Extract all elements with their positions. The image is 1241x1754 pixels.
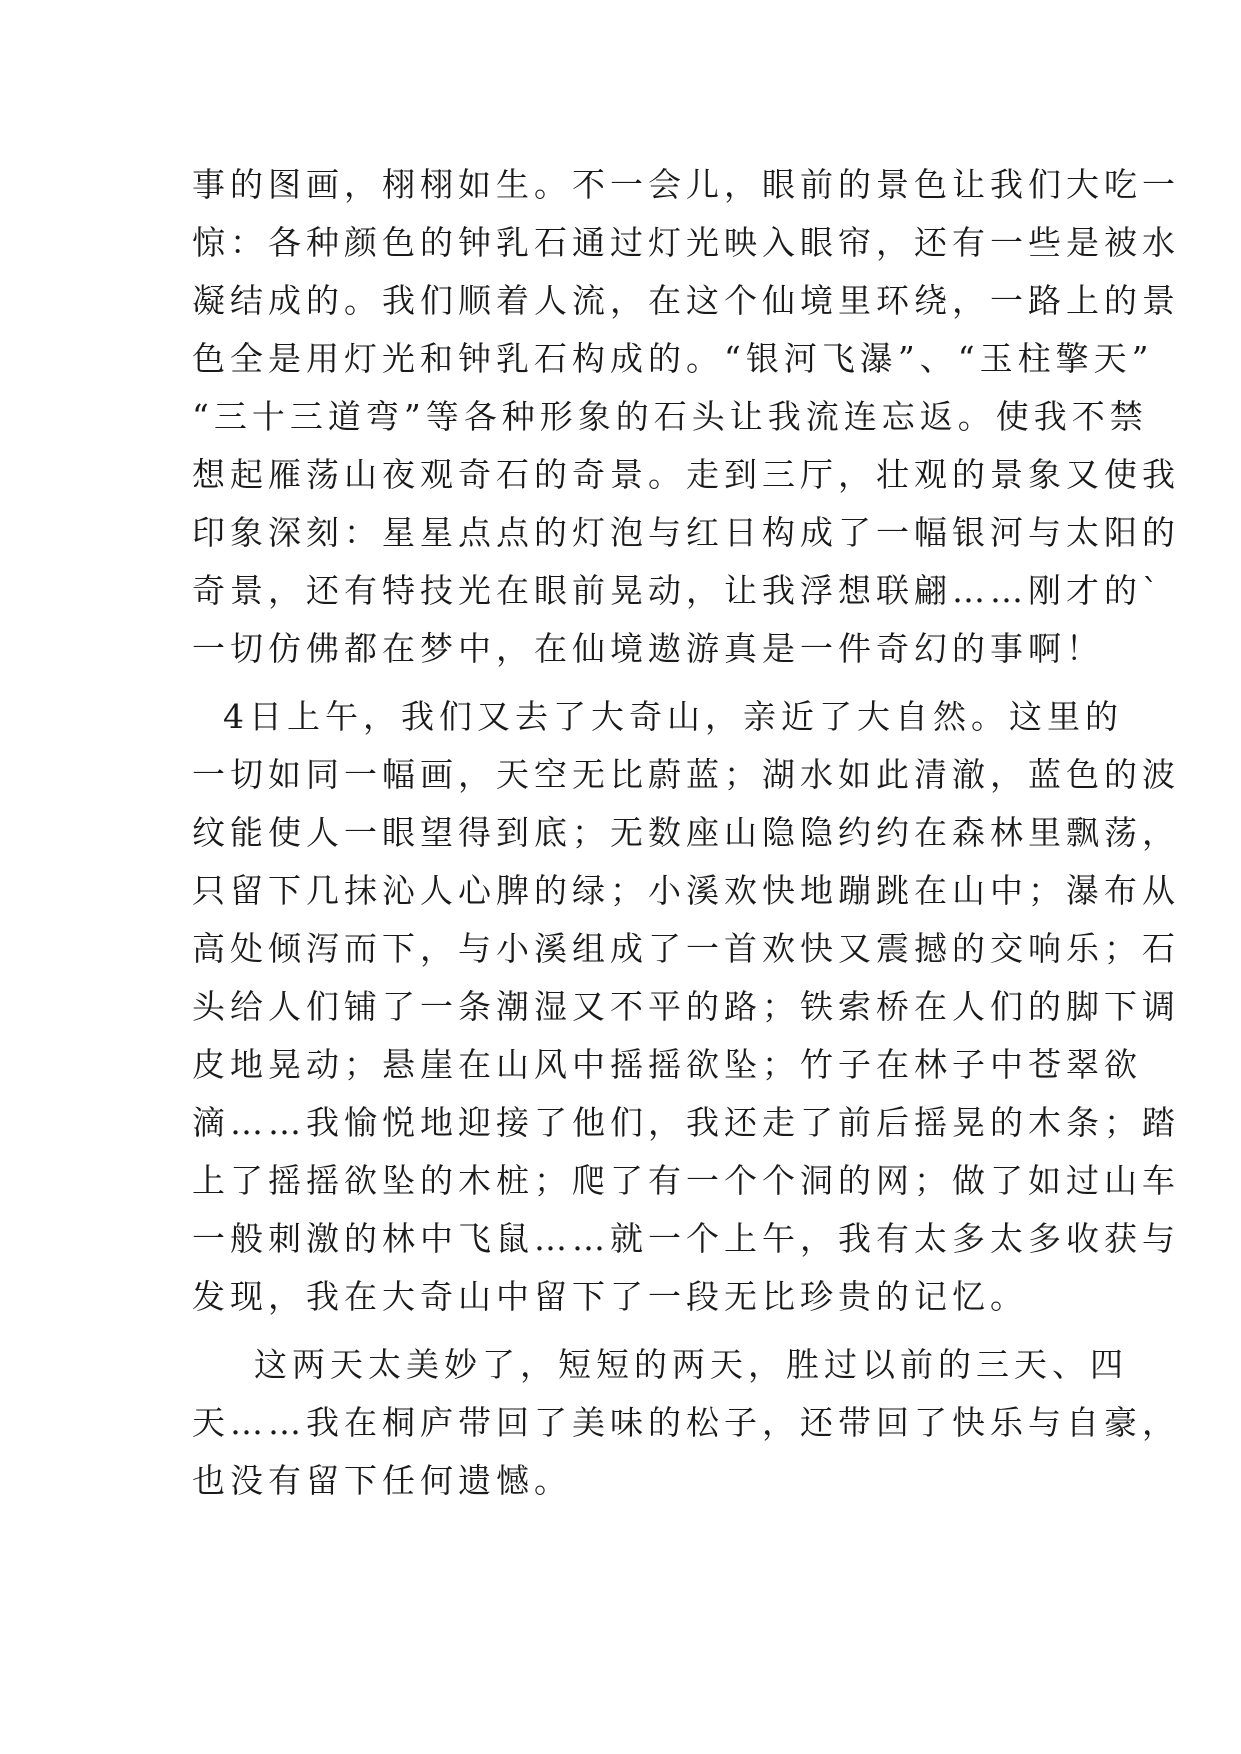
paragraph-3: [192, 1336, 1180, 1510]
paragraph-1: [192, 156, 1180, 678]
paragraph-2: [192, 688, 1180, 1326]
text-line: 4日上午，我们又去了大奇山，亲近了大自然。这里的: [192, 697, 1123, 736]
text-line: 一般刺激的林中飞鼠……就一个上午，我有太多太多收获与: [192, 1219, 1180, 1258]
text-line: 也没有留下任何遗憾。: [192, 1461, 572, 1500]
paragraph-spacer: [192, 1326, 1052, 1336]
text-line: 只留下几抹沁人心脾的绿；小溪欢快地蹦跳在山中；瀑布从: [192, 871, 1180, 910]
text-line: 一切仿佛都在梦中，在仙境遨游真是一件奇幻的事啊！: [192, 629, 1104, 668]
text-line: 天……我在桐庐带回了美味的松子，还带回了快乐与自豪，: [192, 1403, 1180, 1442]
text-line: 发现，我在大奇山中留下了一段无比珍贵的记忆。: [192, 1277, 1028, 1316]
paragraph-spacer: [192, 678, 1052, 688]
text-line: 上了摇摇欲坠的木桩；爬了有一个个洞的网；做了如过山车: [192, 1161, 1180, 1200]
text-line: 事的图画，栩栩如生。不一会儿，眼前的景色让我们大吃一: [192, 165, 1180, 204]
text-line: 纹能使人一眼望得到底；无数座山隐隐约约在森林里飘荡，: [192, 813, 1180, 852]
text-line: 一切如同一幅画，天空无比蔚蓝；湖水如此清澈，蓝色的波: [192, 755, 1180, 794]
text-line: 奇景，还有特技光在眼前晃动，让我浮想联翩……刚才的`: [192, 571, 1164, 610]
text-line: 色全是用灯光和钟乳石构成的。“银河飞瀑”、“玉柱擎天”: [192, 339, 1154, 378]
text-line: 惊：各种颜色的钟乳石通过灯光映入眼帘，还有一些是被水: [192, 223, 1180, 262]
text-line: 滴……我愉悦地迎接了他们，我还走了前后摇晃的木条；踏: [192, 1103, 1180, 1142]
text-line: 头给人们铺了一条潮湿又不平的路；铁索桥在人们的脚下调: [192, 987, 1180, 1026]
text-line: 想起雁荡山夜观奇石的奇景。走到三厅，壮观的景象又使我: [192, 455, 1180, 494]
text-line: 这两天太美妙了，短短的两天，胜过以前的三天、四: [192, 1345, 1128, 1384]
document-body: [192, 156, 1180, 1510]
text-line: “三十三道弯”等各种形象的石头让我流连忘返。使我不禁: [192, 397, 1148, 436]
text-line: 高处倾泻而下，与小溪组成了一首欢快又震撼的交响乐；石: [192, 929, 1180, 968]
text-line: 印象深刻：星星点点的灯泡与红日构成了一幅银河与太阳的: [192, 513, 1180, 552]
text-line: 皮地晃动；悬崖在山风中摇摇欲坠；竹子在林子中苍翠欲: [192, 1045, 1142, 1084]
text-line: 凝结成的。我们顺着人流，在这个仙境里环绕，一路上的景: [192, 281, 1180, 320]
